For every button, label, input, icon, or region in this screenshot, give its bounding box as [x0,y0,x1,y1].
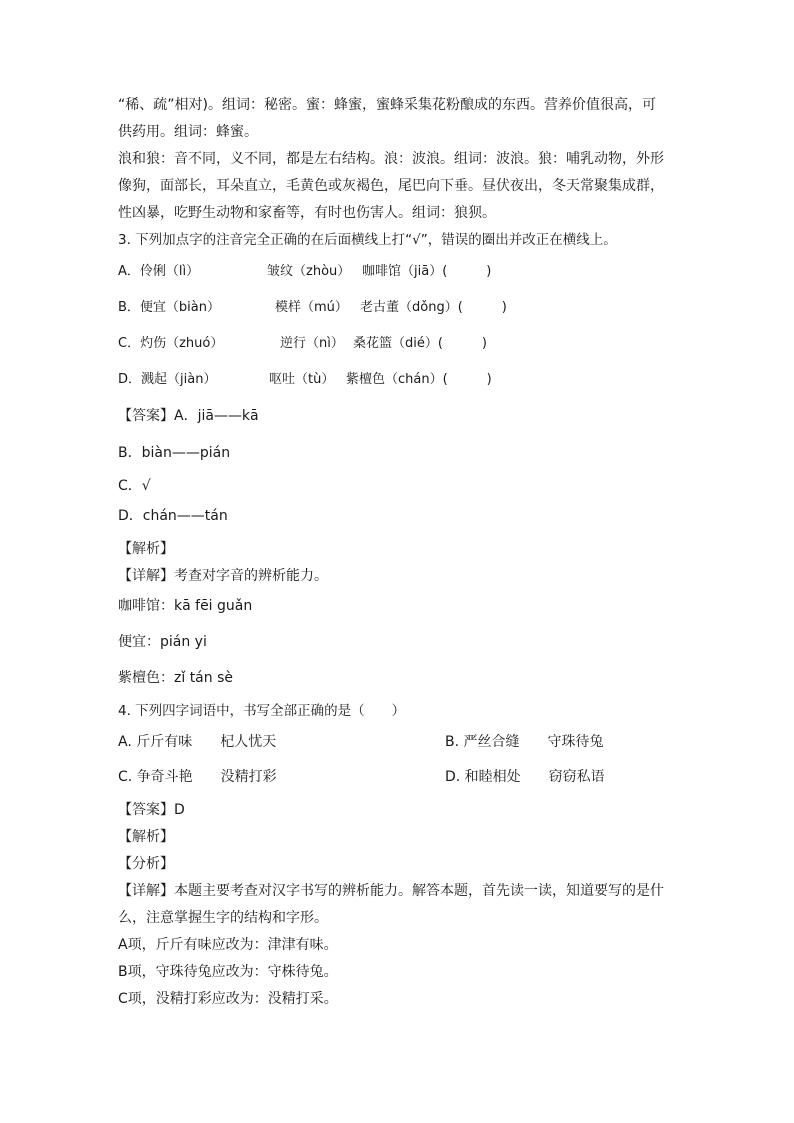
answer-line: D．chán——tán [118,508,228,524]
text-line: 性凶暴，吃野生动物和家畜等，有时也伤害人。组词：狼狈。 [118,205,496,221]
text-line: 像狗，面部长，耳朵直立，毛黄色或灰褐色，尾巴向下垂。昼伏夜出，冬天常聚集成群， [118,178,664,194]
option-b: B. 严丝合缝 守珠待兔 [445,734,604,750]
text-line: 浪和狼：音不同，义不同，都是左右结构。浪：波浪。组词：波浪。狼：哺乳动物，外形 [118,151,664,167]
text-line: 供药用。组词：蜂蜜。 [118,124,258,140]
analysis-label: 【解析】 [118,541,174,557]
option-d: D. 和睦相处 窃窃私语 [445,769,605,785]
detail-line: 么，注意掌握生字的结构和字形。 [118,910,328,926]
option-c-word3: 桑花篮（dié）( ) [353,336,488,351]
option-b-word2: 模样（mú） [275,300,348,315]
analysis-heading: 【分析】 [118,856,174,872]
answer-label: 【答案】A．jiā——kā [118,408,259,424]
explanation-line: B项，守珠待兔应改为：守株待兔。 [118,964,338,980]
pinyin-line: 紫檀色：zǐ tán sè [118,670,233,686]
question-4: 4. 下列四字词语中，书写全部正确的是（ ） [118,703,406,719]
option-d-word3: 紫檀色（chán）( ) [346,372,492,387]
pinyin-line: 便宜：pián yi [118,634,207,650]
detail-line: 【详解】考查对字音的辨析能力。 [118,568,328,584]
answer-line: B．biàn——pián [118,445,231,461]
option-a: A．伶俐（lì） [118,264,200,279]
analysis-label: 【解析】 [118,829,174,845]
option-c: C．灼伤（zhuó） [118,336,224,351]
pinyin-line: 咖啡馆：kā fēi guǎn [118,598,253,614]
option-b-word3: 老古董（dǒng）( ) [360,300,507,315]
option-a: A. 斤斤有味 杞人忧天 [118,734,277,750]
text-line: “稀、疏”相对)。组词：秘密。蜜：蜂蜜，蜜蜂采集花粉酿成的东西。营养价值很高，可 [118,97,656,113]
explanation-line: A项，斤斤有味应改为：津津有味。 [118,937,338,953]
option-a-word2: 皱纹（zhòu） [267,264,351,279]
option-d-word2: 呕吐（tù） [269,372,335,387]
option-d: D．溅起（jiàn） [118,372,217,387]
answer-line: C．√ [118,478,151,494]
option-a-word3: 咖啡馆（jiā）( ) [362,264,492,279]
detail-line: 【详解】本题主要考查对汉字书写的辨析能力。解答本题，首先读一读，知道要写的是什 [118,883,664,899]
question-3: 3. 下列加点字的注音完全正确的在后面横线上打“√”，错误的圈出并改正在横线上。 [118,232,617,248]
explanation-line: C项，没精打彩应改为：没精打采。 [118,991,338,1007]
option-b: B．便宜（biàn） [118,300,220,315]
option-c: C. 争奇斗艳 没精打彩 [118,769,277,785]
answer-label: 【答案】D [118,802,185,818]
option-c-word2: 逆行（nì） [280,336,344,351]
